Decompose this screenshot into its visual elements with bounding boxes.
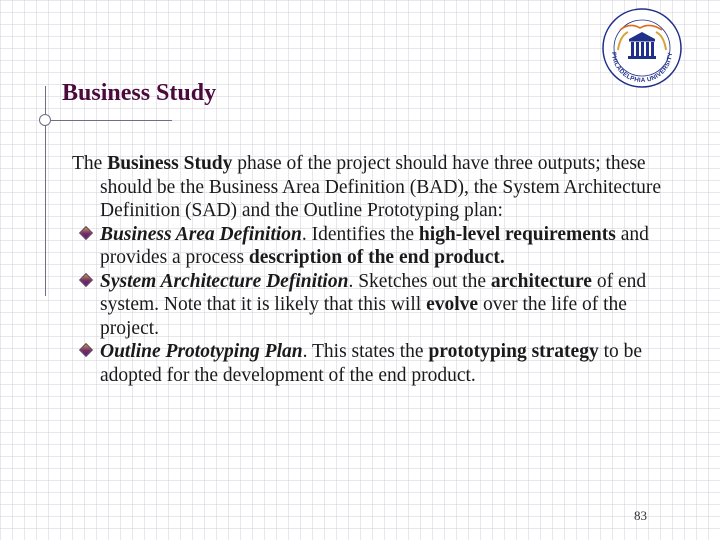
diamond-bullet-icon — [79, 272, 93, 286]
bullet-business-area-definition: Business Area Definition. Identifies the high-level requirements and provides a process description of the end product. — [72, 223, 672, 270]
title-rule-circle — [39, 114, 51, 126]
page-number: 83 — [634, 508, 647, 523]
slide-body — [72, 152, 672, 387]
diamond-bullet-icon — [79, 225, 93, 239]
title-rule-horizontal — [40, 120, 172, 121]
bullet-outline-prototyping-plan: Outline Prototyping Plan. This states the prototyping strategy to be adopted for the development of the end product. — [72, 340, 672, 387]
university-logo — [600, 6, 684, 90]
intro-paragraph: The Business Study phase of the project should have three outputs; these should be the Business Area Definition (BAD), the System Architecture Definition (SAD) and the Outline Prototyping plan: — [72, 153, 662, 221]
logo-arc-text: PHILADELPHIA UNIVERSITY — [609, 51, 675, 85]
bullet-system-architecture-definition: System Architecture Definition. Sketches out the architecture of end system. Note that it is likely that this will evolve over the life of the project. — [72, 270, 672, 341]
page-title: Business Study — [62, 80, 217, 106]
diamond-bullet-icon — [79, 343, 93, 357]
